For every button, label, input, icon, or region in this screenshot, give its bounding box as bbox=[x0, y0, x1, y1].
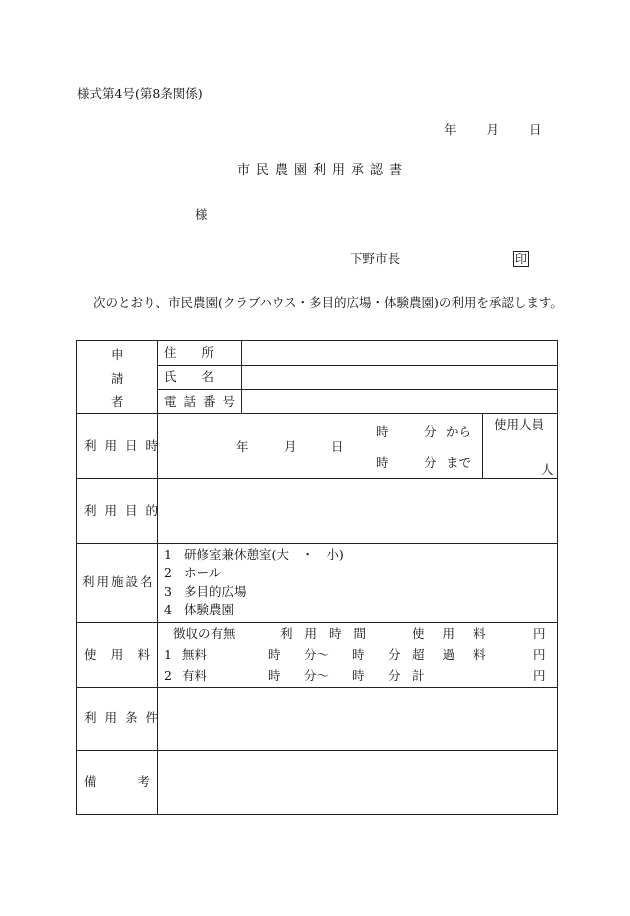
fee-amount-header: 使用料 bbox=[412, 626, 504, 641]
fee-row-1-type[interactable]: 無料 bbox=[182, 647, 208, 662]
fee-row-1-minute-start: 分〜 bbox=[304, 647, 330, 662]
people-unit: 人 bbox=[541, 462, 554, 477]
form-number: 様式第4号(第8条関係) bbox=[77, 86, 203, 101]
fee-row-1-number: 1 bbox=[164, 647, 172, 662]
fee-row-1-hour-start: 時 bbox=[268, 647, 281, 662]
end-minute: 分 bbox=[424, 455, 437, 470]
fee-row-2-type[interactable]: 有料 bbox=[182, 668, 208, 683]
applicant-header-2: 請 bbox=[111, 371, 124, 386]
name-field[interactable] bbox=[244, 367, 556, 387]
address-label: 住 所 bbox=[164, 345, 215, 360]
fee-yen-unit: 円 bbox=[533, 626, 546, 641]
document-title: 市民農園利用承認書 bbox=[237, 163, 409, 178]
start-hour: 時 bbox=[376, 424, 389, 439]
people-count-label: 使用人員 bbox=[494, 417, 545, 432]
excess-fee-label: 超過料 bbox=[412, 647, 504, 662]
facility-option-2[interactable]: 2 ホール bbox=[164, 565, 222, 580]
addressee-suffix: 様 bbox=[195, 207, 208, 222]
facility-option-4[interactable]: 4 体験農園 bbox=[164, 602, 234, 617]
collection-header: 徴収の有無 bbox=[173, 626, 236, 641]
purpose-field[interactable] bbox=[160, 481, 554, 539]
remarks-label: 備 考 bbox=[84, 774, 150, 789]
until-label: まで bbox=[446, 455, 472, 470]
applicant-header-3: 者 bbox=[111, 394, 124, 409]
usage-datetime-label: 利用日時 bbox=[84, 438, 167, 453]
end-hour: 時 bbox=[376, 455, 389, 470]
fee-row-2-hour-start: 時 bbox=[268, 668, 281, 683]
facility-option-1[interactable]: 1 研修室兼休憩室(大 ・ 小) bbox=[164, 547, 344, 562]
fee-label: 使 用 料 bbox=[84, 647, 150, 662]
fee-row-1-minute-end: 分 bbox=[388, 647, 401, 662]
fee-row-1-yen: 円 bbox=[533, 647, 546, 662]
date-line bbox=[444, 124, 541, 137]
usage-month: 月 bbox=[284, 439, 297, 454]
day-label: 日 bbox=[528, 122, 542, 137]
fee-row-2-number: 2 bbox=[164, 668, 172, 683]
start-minute: 分 bbox=[424, 424, 437, 439]
year-label: 年 bbox=[444, 122, 457, 137]
month-label: 月 bbox=[486, 122, 499, 137]
phone-field[interactable] bbox=[244, 391, 556, 411]
from-label: から bbox=[446, 424, 472, 439]
address-field[interactable] bbox=[244, 342, 556, 363]
applicant-header-1: 申 bbox=[111, 347, 124, 362]
intro-statement: 次のとおり、市民農園(クラブハウス・多目的広場・体験農園)の利用を承認します。 bbox=[93, 295, 563, 310]
fee-row-2-hour-end: 時 bbox=[352, 668, 365, 683]
fee-row-2-yen: 円 bbox=[533, 668, 546, 683]
facility-option-3[interactable]: 3 多目的広場 bbox=[164, 584, 247, 599]
purpose-label: 利用目的 bbox=[84, 503, 167, 518]
fee-row-1-hour-end: 時 bbox=[352, 647, 365, 662]
seal-mark: 印 bbox=[515, 252, 528, 266]
phone-label: 電話番号 bbox=[164, 394, 243, 409]
usage-time-header: 利用時間 bbox=[280, 626, 379, 641]
usage-year: 年 bbox=[236, 439, 249, 454]
conditions-field[interactable] bbox=[160, 690, 554, 746]
name-label: 氏 名 bbox=[164, 369, 215, 384]
usage-day: 日 bbox=[331, 439, 344, 454]
facility-label: 利用施設名 bbox=[82, 574, 155, 589]
conditions-label: 利用条件 bbox=[84, 710, 167, 725]
fee-row-2-minute-start: 分〜 bbox=[304, 668, 330, 683]
remarks-field[interactable] bbox=[160, 753, 554, 811]
total-label: 計 bbox=[412, 668, 425, 683]
fee-row-2-minute-end: 分 bbox=[388, 668, 401, 683]
issuer-name: 下野市長 bbox=[350, 251, 401, 266]
